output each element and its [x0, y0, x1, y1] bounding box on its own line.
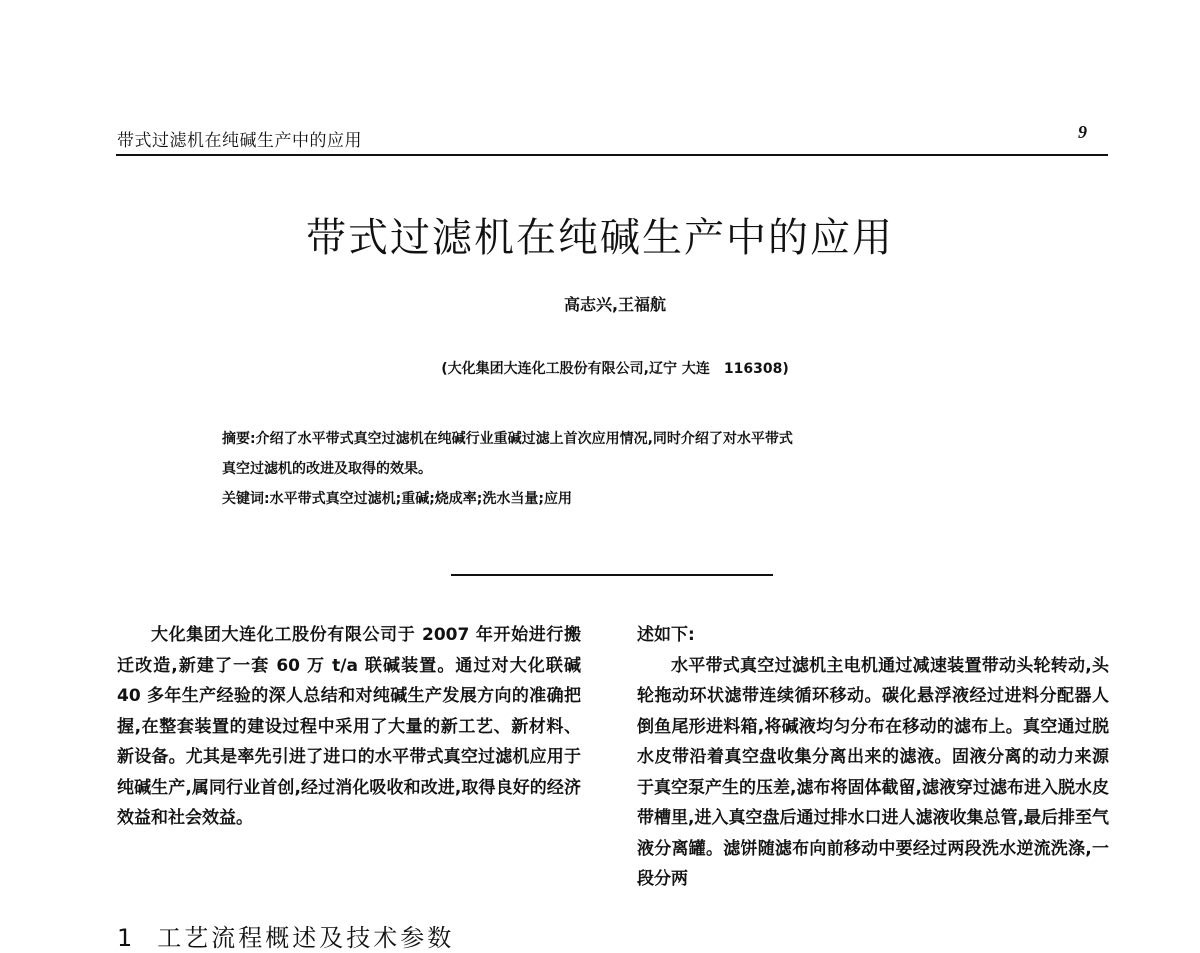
article-affiliation: (大化集团大连化工股份有限公司,辽宁 大连 116308) [441, 361, 789, 377]
keywords: 关键词:水平带式真空过滤机;重碱;烧成率;洗水当量;应用 [222, 491, 572, 507]
left-column [117, 620, 581, 834]
section-number: 1 [117, 924, 136, 952]
section-heading [117, 918, 454, 953]
abstract-line-1: 摘要:介绍了水平带式真空过滤机在纯碱行业重碱过滤上首次应用情况,同时介绍了对水平带式 [222, 431, 793, 447]
article-title: 带式过滤机在纯碱生产中的应用 [306, 215, 894, 261]
header-rule [116, 154, 1108, 156]
abstract-line-2: 真空过滤机的改进及取得的效果。 [222, 461, 432, 477]
section-title: 工艺流程概述及技术参数 [157, 924, 455, 952]
process-paragraph: 水平带式真空过滤机主电机通过减速装置带动头轮转动,头轮拖动环状滤带连续循环移动。碳化悬浮液经过进料分配器人倒鱼尾形进料箱,将碱液均匀分布在移动的滤布上。真空通过脱水皮带沿着真空盘收集分离出来的滤液。固液分离的动力来源于真空泵产生的压差,滤布将固体截留,滤液穿过滤布进入脱水皮带槽里,进入真空盘后通过排水口进人滤液收集总管,最后排至气液分离罐。滤饼随滤布向前移动中要经过两段洗水逆流洗涤,一段分两 [637, 655, 1109, 889]
running-title: 带式过滤机在纯碱生产中的应用 [117, 131, 362, 151]
abstract-block [222, 424, 1012, 514]
page-number: 9 [1078, 122, 1087, 142]
section-divider [451, 574, 773, 576]
article-authors: 高志兴,王福航 [563, 295, 667, 314]
right-column [637, 620, 1109, 895]
continuation-text: 述如下: [637, 625, 695, 645]
intro-paragraph: 大化集团大连化工股份有限公司于 2007 年开始进行搬迁改造,新建了一套 60 万 t/a 联碱装置。通过对大化联碱 40 多年生产经验的深人总结和对纯碱生产发展方向的准确把握,在整套装置的建设过程中采用了大量的新工艺、新材料、新设备。尤其是率先引进了进口的水平带式真空过滤机应用于纯碱生产,属同行业首创,经过消化吸收和改进,取得良好的经济效益和社会效益。 [117, 625, 581, 828]
